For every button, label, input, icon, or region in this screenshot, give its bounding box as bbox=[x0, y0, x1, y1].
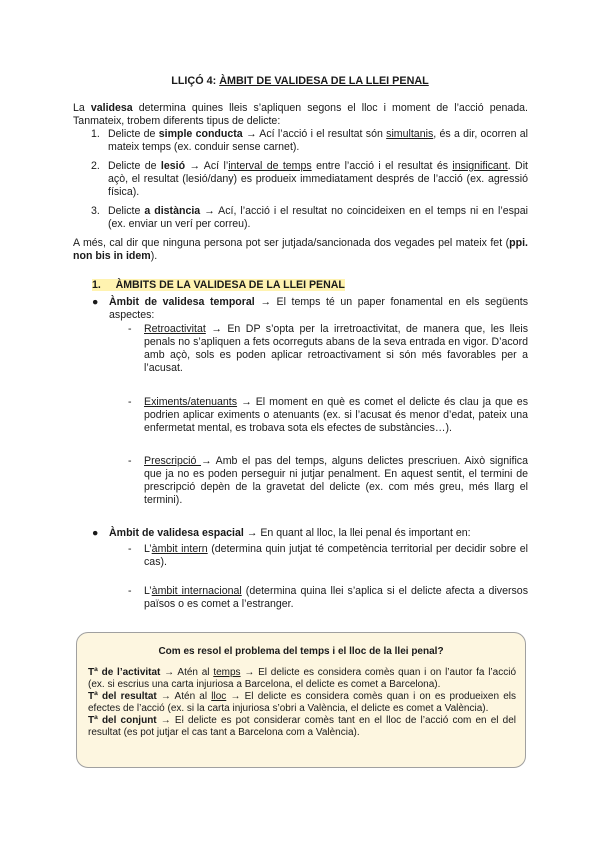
list-item: 2. Delicte de lesió → Ací l’interval de temps entre l’acció i el resultat és insignificant. Dit açò, el resultat (lesió/dany) es produeix immediatament després de l’acció (ex. agressió física). bbox=[91, 160, 528, 198]
summary-box-title: Com es resol el problema del temps i el lloc de la llei penal? bbox=[158, 646, 444, 657]
intro-paragraph: La validesa determina quines lleis s’apliquen segons el lloc i moment de l’acció penada. Tanmateix, trobem diferents tipus de delicte: bbox=[73, 102, 528, 127]
section-heading: 1. ÀMBITS DE LA VALIDESA DE LA LLEI PENAL bbox=[92, 279, 345, 291]
bullet-espacial: ● Àmbit de validesa espacial → En quant al lloc, la llei penal és important en: bbox=[92, 527, 471, 539]
after-list-paragraph: A més, cal dir que ninguna persona pot ser jutjada/sancionada dos vegades pel mateix fet (ppi. non bis in idem). bbox=[73, 237, 528, 262]
list-item: 1. Delicte de simple conducta → Ací l’acció i el resultat són simultanis, és a dir, ocorren al mateix temps (ex. conduir sense carnet). bbox=[91, 128, 528, 153]
title-underlined: ÀMBIT DE VALIDESA DE LA LLEI PENAL bbox=[219, 75, 429, 87]
list-item: 3. Delicte a distància → Ací, l’acció i el resultat no coincideixen en el temps ni en l’espai (ex. enviar un verí per correu). bbox=[91, 205, 529, 230]
intro-bold: validesa bbox=[90, 102, 133, 114]
sub-item: - Eximents/atenuants → El moment en què es comet el delicte és clau ja que es podrien aplicar eximents o atenuants (ex. si l’acusat és menor d’edat, pateix una enfermetat mental, es trobava sota els efectes de substàncies…). bbox=[128, 396, 528, 434]
page-title bbox=[0, 75, 600, 88]
sub-item: - Prescripció → Amb el pas del temps, alguns delictes prescriuen. Això significa que ja no es poden perseguir ni jutjar penalment. En aquest sentit, el termini de prescripció depèn de la gravetat del delicte (ex. com més greu, més llarg el termini). bbox=[128, 455, 528, 506]
sub-item: - L’àmbit intern (determina quin jutjat té competència territorial per decidir sobre el cas). bbox=[128, 543, 528, 568]
bullet-icon: ● bbox=[92, 527, 99, 539]
bullet-temporal: ● Àmbit de validesa temporal → El temps té un paper fonamental en els següents aspectes: bbox=[92, 296, 528, 321]
sub-item: - L’àmbit internacional (determina quina llei s’aplica si el delicte afecta a diversos països o es comet a l’estranger. bbox=[128, 585, 529, 610]
summary-box bbox=[76, 632, 526, 768]
sub-item: - Retroactivitat → En DP s’opta per la irretroactivitat, de manera que, les lleis penals no s’apliquen a fets ocorreguts abans de la seva entrada en vigor. D’acord amb açò, sols es poden aplicar retroactivament si són més favorables per a l’acusat. bbox=[128, 323, 528, 374]
bullet-icon: ● bbox=[92, 296, 99, 308]
title-prefix: LLIÇÓ 4: bbox=[171, 75, 220, 87]
summary-box-body: Tª de l’activitat → Atén al temps → El delicte es considera comès quan i on l’autor fa l’acció (ex. si escrius una carta injuriosa a Barcelona, el delicte es comet a Barcelona). Tª del resultat → Atén al lloc → El delicte es considera comès quan i on es produeixen els efectes de l’acció (ex. si la carta injuriosa s’obri a València, el delicte es comet a València). Tª del conjunt → El delicte es pot considerar comès tant en el lloc de l’acció com en el del resultat (es pot jutjar el cas tant a Barcelona com a València). bbox=[88, 667, 517, 738]
